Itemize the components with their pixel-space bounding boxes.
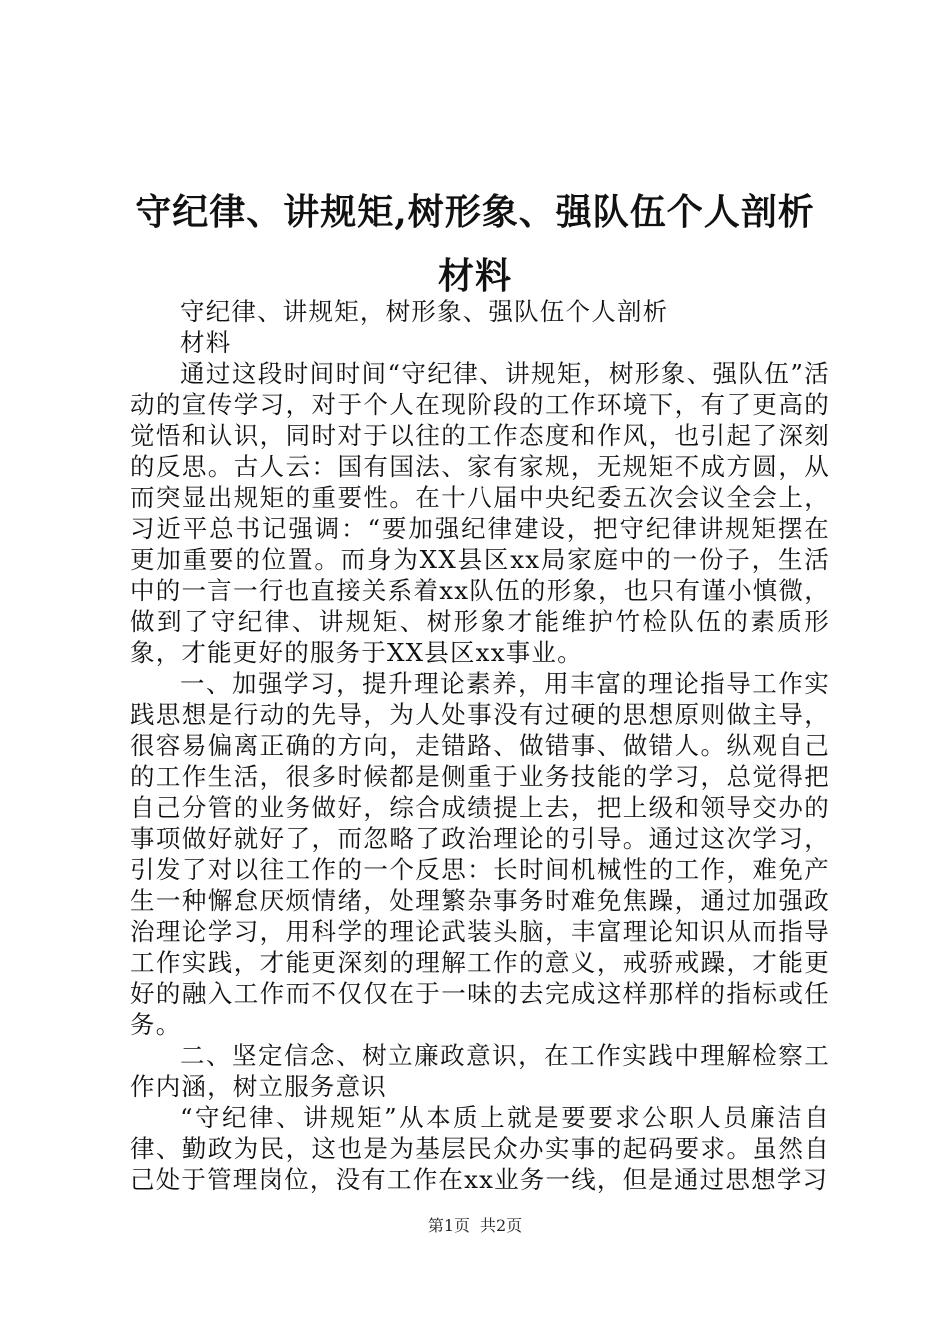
subtitle-line-1: 守纪律、讲规矩，树形象、强队伍个人剖析 <box>180 297 669 326</box>
paragraph-section-one: 一、加强学习，提升理论素养，用丰富的理论指导工作实践思想是行动的先导，为人处事没有过硬的思想原则做主导，很容易偏离正确的方向，走错路、做错事、做错人。纵观自己的工作生活，很多时候都是侧重于业务技能的学习，总觉得把自己分管的业务做好，综合成绩提上去，把上级和领导交办的事项做好就好了，而忽略了政治理论的引导。通过这次学习，引发了对以往工作的一个反思：长时间机械性的工作，难免产生一种懈怠厌烦情绪，处理繁杂事务时难免焦躁，通过加强政治理论学习，用科学的理论武装头脑，丰富理论知识从而指导工作实践，才能更深刻的理解工作的意义，戒骄戒躁，才能更好的融入工作而不仅仅在于一味的去完成这样那样的指标或任务。 <box>130 669 830 1039</box>
paragraph-section-two-body: “守纪律、讲规矩”从本质上就是要要求公职人员廉洁自律、勤政为民，这也是为基层民众办实事的起码要求。虽然自己处于管理岗位，没有工作在xx业务一线，但是通过思想学习 <box>130 1103 830 1194</box>
document-body <box>130 296 830 1195</box>
subtitle-line-2: 材料 <box>180 328 232 357</box>
document-title: 守纪律、讲规矩,树形象、强队伍个人剖析材料 <box>135 191 815 297</box>
paragraph-section-two-heading: 二、坚定信念、树立廉政意识，在工作实践中理解检察工作内涵，树立服务意识 <box>130 1041 830 1101</box>
paragraph-intro: 通过这段时间时间“守纪律、讲规矩，树形象、强队伍”活动的宣传学习，对于个人在现阶段的工作环境下，有了更高的觉悟和认识，同时对于以往的工作态度和作风，也引起了深刻的反思。古人云：国有国法、家有家规，无规矩不成方圆，从而突显出规矩的重要性。在十八届中央纪委五次会议全会上，习近平总书记强调：“要加强纪律建设，把守纪律讲规矩摆在更加重要的位置。而身为XX县区xx局家庭中的一份子，生活中的一言一行也直接关系着xx队伍的形象，也只有谨小慎微，做到了守纪律、讲规矩、树形象才能维护竹检队伍的素质形象，才能更好的服务于XX县区xx事业。 <box>130 359 830 667</box>
page-footer <box>0 1216 950 1236</box>
page-number-total: 共2页 <box>480 1216 523 1235</box>
page-number-current: 第1页 <box>427 1216 470 1235</box>
